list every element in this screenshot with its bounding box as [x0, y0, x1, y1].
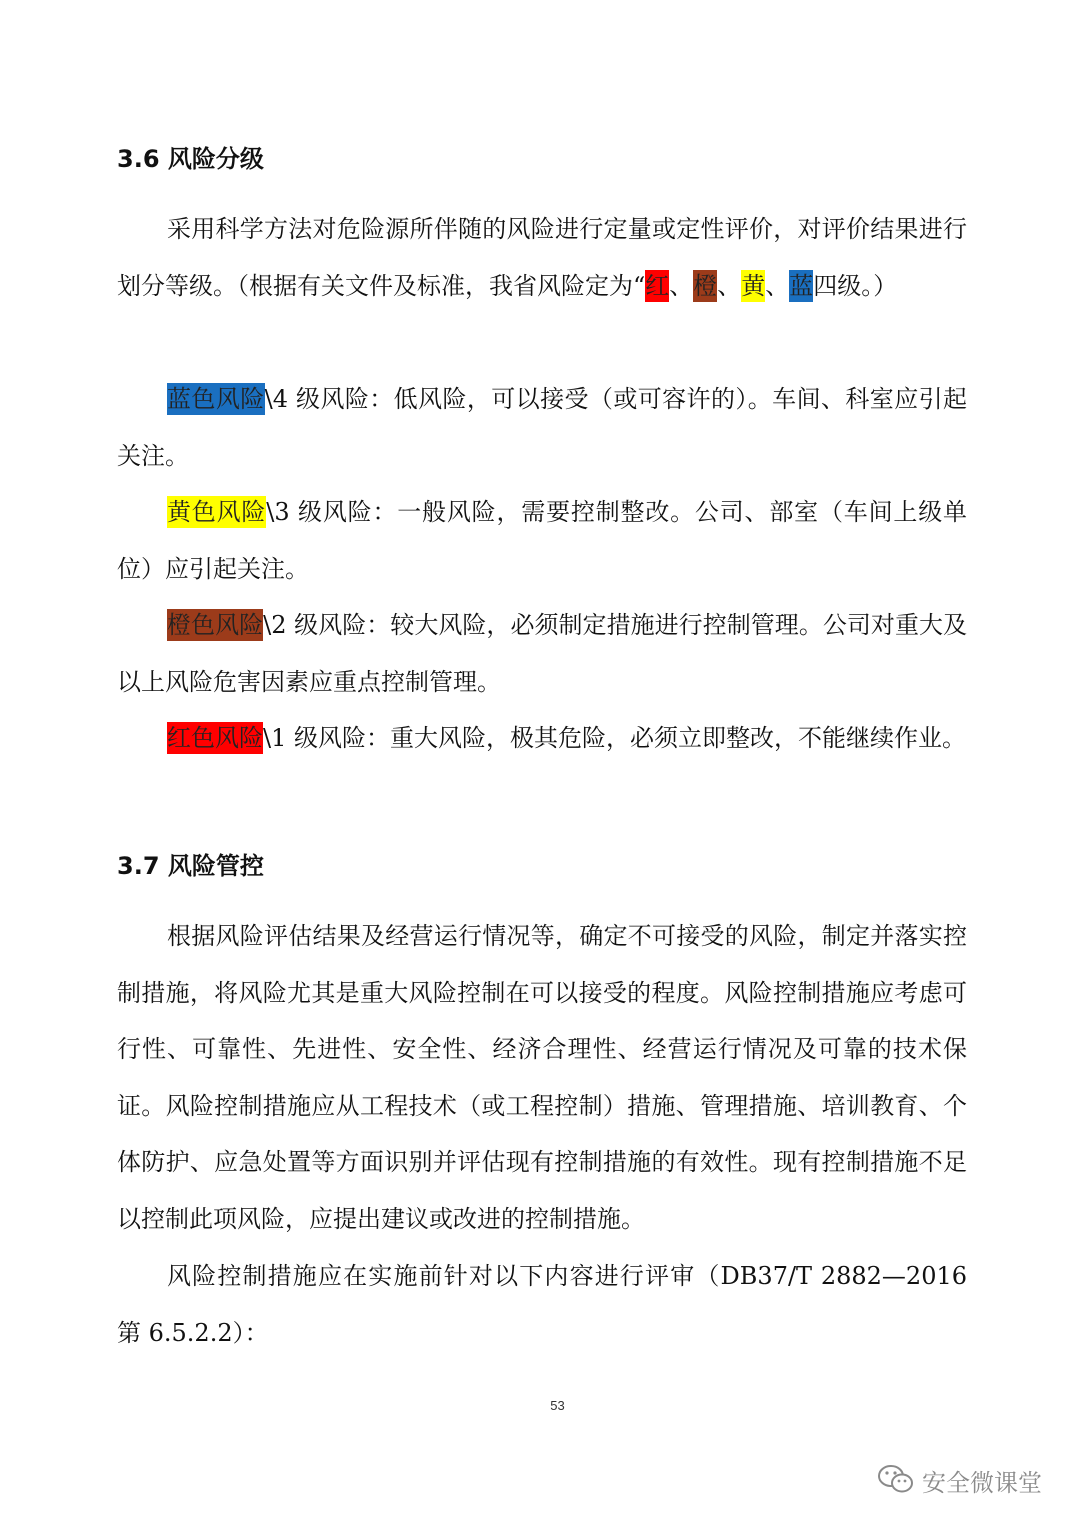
paragraph-blue-risk — [117, 371, 967, 484]
highlight-yellow: 黄 — [741, 271, 766, 300]
highlight-red: 红 — [645, 271, 670, 300]
paragraph-yellow-risk — [117, 484, 967, 597]
separator: 、 — [669, 271, 694, 300]
section-heading-3-7: 3.7 风险管控 — [117, 852, 264, 880]
section-heading-3-6: 3.6 风险分级 — [117, 145, 264, 173]
intro-text: 采用科学方法对危险源所伴随的风险进行定量或定性评价，对评价结果进行划分等级。（根据有关文件及标准，我省风险定为“ — [117, 215, 967, 300]
highlight-blue: 蓝 — [789, 271, 814, 300]
red-risk-text: \1 级风险：重大风险，极其危险，必须立即整改，不能继续作业。 — [263, 724, 966, 752]
red-risk-label: 红色风险 — [167, 724, 263, 752]
watermark-text: 安全微课堂 — [922, 1468, 1042, 1497]
page-number: 53 — [550, 1398, 565, 1413]
blue-risk-text: \4 级风险：低风险，可以接受（或可容许的）。车间、科室应引起关注。 — [117, 385, 968, 470]
separator: 、 — [717, 271, 742, 300]
blue-risk-label: 蓝色风险 — [167, 385, 265, 413]
highlight-orange: 橙 — [693, 271, 718, 300]
yellow-risk-label: 黄色风险 — [167, 498, 267, 526]
yellow-risk-text: \3 级风险：一般风险，需要控制整改。公司、部室（车间上级单位）应引起关注。 — [117, 498, 968, 583]
orange-risk-label: 橙色风险 — [167, 611, 264, 639]
watermark — [876, 1462, 1042, 1498]
paragraph-risk-grading-intro — [117, 201, 967, 314]
orange-risk-text: \2 级风险：较大风险，必须制定措施进行控制管理。公司对重大及以上风险危害因素应重点控制管理。 — [117, 611, 968, 696]
separator: 、 — [765, 271, 790, 300]
paragraph-red-risk — [117, 710, 967, 767]
intro-text-end: 四级。） — [813, 271, 898, 300]
wechat-icon — [876, 1463, 916, 1497]
paragraph-risk-control: 根据风险评估结果及经营运行情况等，确定不可接受的风险，制定并落实控制措施，将风险尤其是重大风险控制在可以接受的程度。风险控制措施应考虑可行性、可靠性、先进性、安全性、经济合理性、经营运行情况及可靠的技术保证。风险控制措施应从工程技术（或工程控制）措施、管理措施、培训教育、个体防护、应急处置等方面识别并评估现有控制措施的有效性。现有控制措施不足以控制此项风险，应提出建议或改进的控制措施。 — [117, 922, 967, 1233]
paragraph-orange-risk — [117, 597, 967, 710]
paragraph-control-review: 风险控制措施应在实施前针对以下内容进行评审（DB37/T 2882—2016 第 6.5.2.2）： — [117, 1262, 967, 1347]
